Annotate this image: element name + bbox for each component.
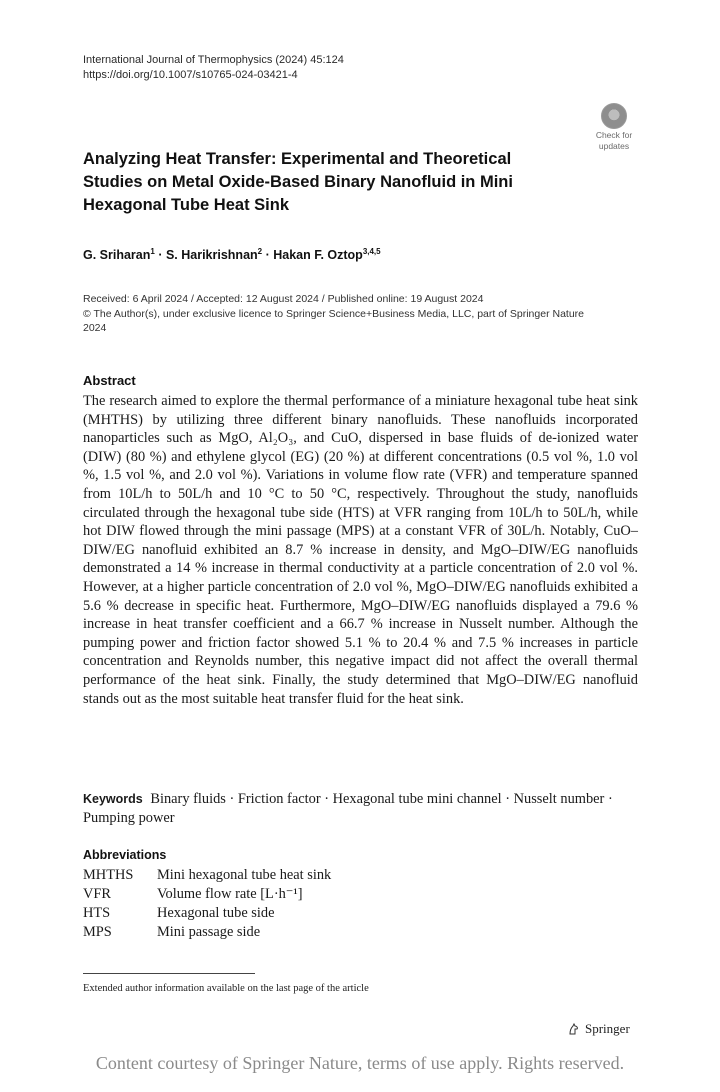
abbreviation-row [83, 904, 331, 923]
check-for-updates-badge[interactable] [588, 103, 640, 151]
title-line: Analyzing Heat Transfer: Experimental and Theoretical [83, 150, 512, 168]
check-updates-icon [601, 103, 627, 129]
publication-dates [83, 292, 623, 336]
abbreviation-definition: Hexagonal tube side [157, 905, 275, 921]
keywords-text: Binary fluids · Friction factor · Hexagonal tube mini channel · Nusselt number · Pumping power [83, 791, 613, 826]
author-affiliation: 3,4,5 [362, 247, 381, 256]
abstract-text: The research aimed to explore the thermal performance of a miniature hexagonal tube heat sink (MHTHS) by utilizing three different binary nanofluids. These nanofluids incorporated nanoparticles such as MgO, Al₂O₃, and CuO, dispersed in base fluids of de-ionized water (DIW) (80 %) and ethylene glycol (EG) (20 %) at different concentrations (0.5 vol %, 1.0 vol %, 1.5 vol %, and 2.0 vol %). Variations in volume flow rate (VFR) and temperature spanned from 10L/h to 50L/h and 10 °C to 50 °C, respectively. Throughout the study, nanofluids circulated through the hexagonal tube side (HTS) at VFR ranging from 10L/h to 50L/h, while hot DIW flowed through the mini passage (MPS) at a constant VFR of 30L/h. Notably, CuO–DIW/EG nanofluid exhibited an 8.7 % increase in density, and MgO–DIW/EG nanofluids demonstrated a 14 % increase in thermal conductivity at a particle concentration of 2.0 vol %. However, at a higher particle concentration of 2.0 vol %, MgO–DIW/EG nanofluids exhibited a 5.6 % decrease in specific heat. Furthermore, MgO–DIW/EG nanofluids displayed a 79.6 % increase in heat transfer coefficient and a 66.7 % increase in Nusselt number. Although the pumping power and friction factor showed 5.1 % to 20.4 % and 7.5 % increases in particle concentration and Reynolds number, this negative impact did not affect the overall thermal performance of the heat sink. Finally, the study determined that MgO–DIW/EG nanofluid stands out as the most suitable heat transfer fluid for the heat sink. [83, 393, 638, 707]
article-title [83, 148, 583, 217]
author-name[interactable]: S. Harikrishnan [165, 248, 258, 263]
abbreviation-row [83, 885, 331, 904]
abbreviation-definition: Mini hexagonal tube heat sink [157, 867, 332, 883]
abbreviations-heading: Abbreviations [83, 848, 167, 862]
copyright-year: 2024 [83, 322, 107, 334]
abbreviation-term: HTS [83, 905, 111, 921]
author-name[interactable]: Hakan F. Oztop [273, 248, 363, 263]
abbreviation-row [83, 923, 331, 942]
courtesy-watermark: Content courtesy of Springer Nature, terms of use apply. Rights reserved. [95, 1053, 625, 1073]
author-list: G. Sriharan$^1$ · S. Harikrishnan$^2$ · Hakan F. Oztop$^{3,4,5}$ [83, 247, 381, 263]
abbreviation-term: MHTHS [83, 867, 134, 883]
abbreviation-term: MPS [83, 924, 112, 940]
author-name[interactable]: G. Sriharan [83, 248, 151, 263]
copyright-line: © The Author(s), under exclusive licence to Springer Science+Business Media, LLC, part of Springer Nature [83, 307, 585, 320]
title-line: Studies on Metal Oxide-Based Binary Nanofluid in Mini [83, 173, 513, 191]
keywords-label: Keywords [83, 792, 143, 806]
doi-link[interactable]: https://doi.org/10.1007/s10765-024-03421-4 [83, 69, 298, 81]
abbreviation-definition: Mini passage side [157, 924, 261, 940]
abbreviation-definition: Volume flow rate [L·h⁻¹] [157, 886, 303, 902]
publisher-logo [567, 1021, 630, 1037]
badge-label-2: updates [598, 141, 630, 151]
footnote-divider [83, 973, 255, 974]
abbreviation-row [83, 866, 331, 885]
author-affiliation: 2 [257, 247, 263, 256]
journal-header [83, 53, 344, 83]
abstract-heading: Abstract [83, 373, 136, 388]
title-line: Hexagonal Tube Heat Sink [83, 196, 289, 214]
dates-line: Received: 6 April 2024 / Accepted: 12 August 2024 / Published online: 19 August 2024 [83, 293, 484, 305]
journal-citation: International Journal of Thermophysics (2024) 45:124 [83, 54, 344, 66]
footnote-text: Extended author information available on the last page of the article [83, 983, 369, 994]
publisher-name: Springer [585, 1021, 630, 1036]
springer-horse-icon [567, 1022, 581, 1036]
abbreviations-list [83, 866, 331, 942]
keywords-block [83, 790, 638, 828]
badge-label-1: Check for [595, 130, 633, 140]
abbreviation-term: VFR [83, 886, 111, 902]
author-affiliation: 1 [150, 247, 155, 256]
